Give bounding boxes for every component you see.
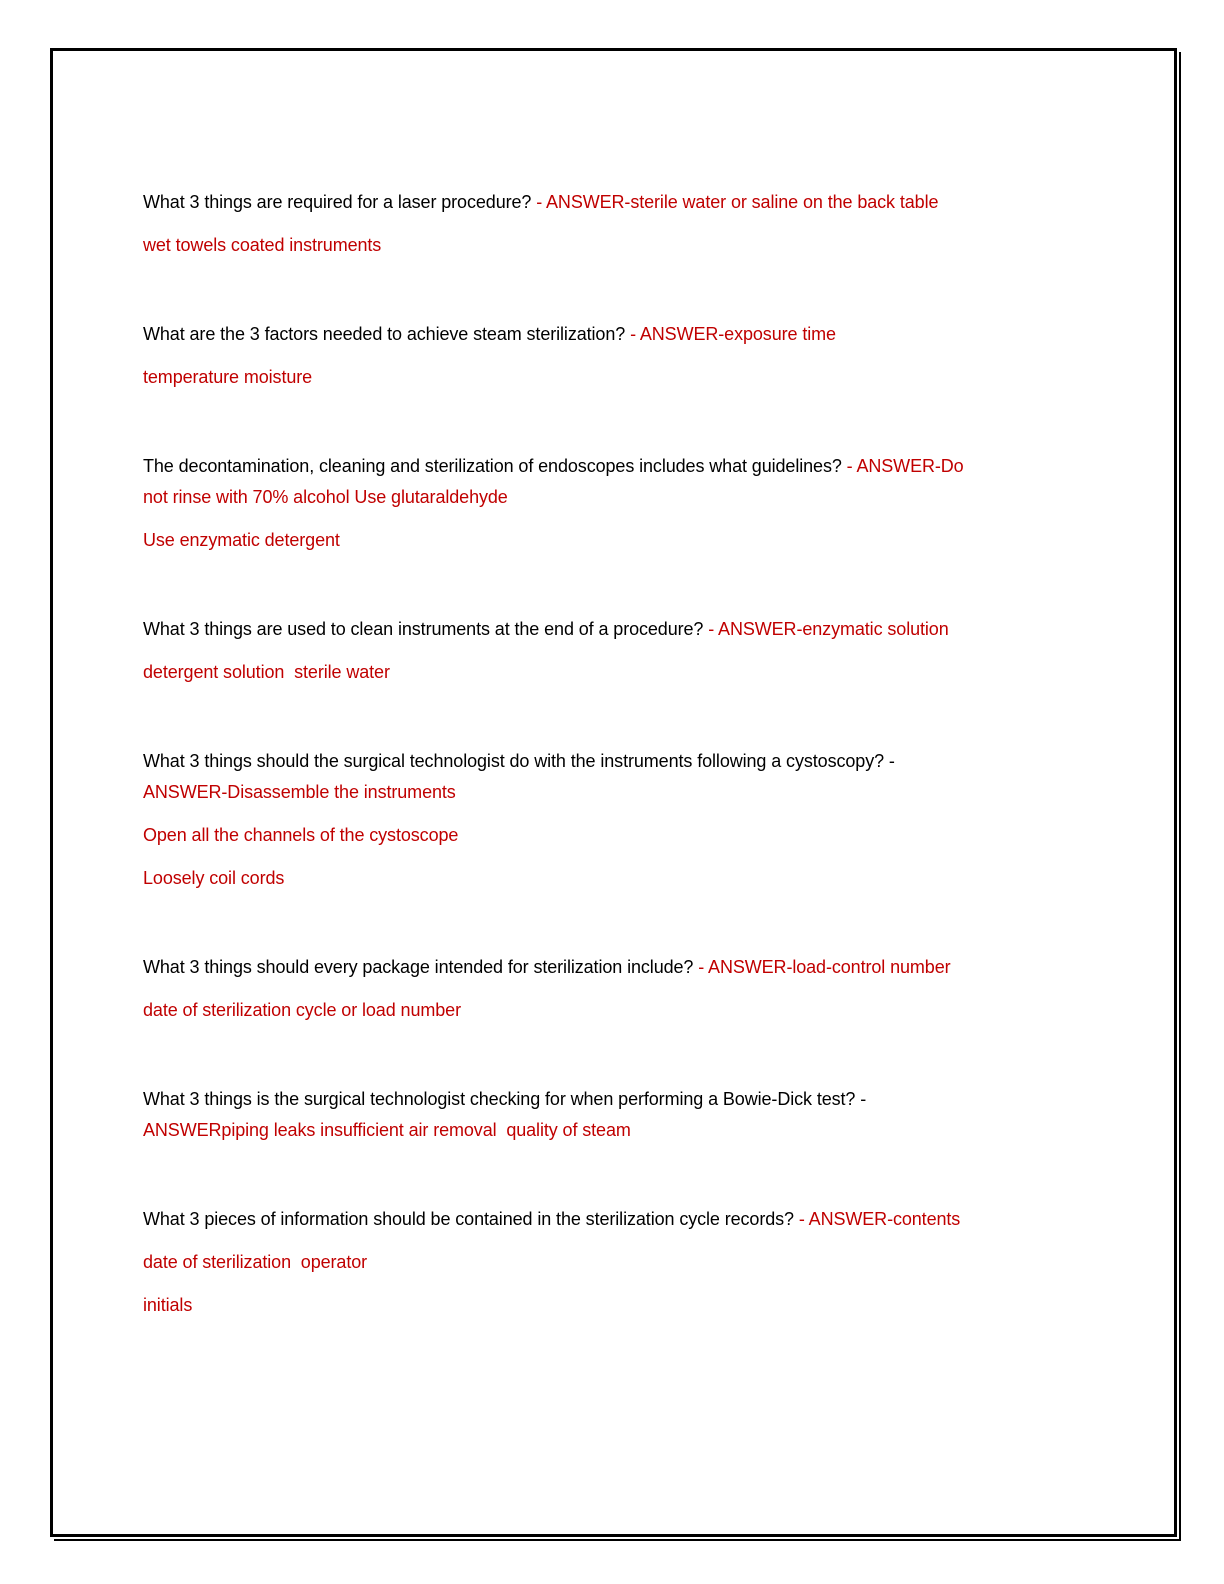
qa-line — [143, 1251, 1134, 1273]
qa-line — [143, 1119, 1134, 1141]
question-text: The decontamination, cleaning and sterilization of endoscopes includes what guidelines? — [143, 456, 847, 476]
qa-line — [143, 999, 1134, 1021]
qa-line — [143, 661, 1134, 683]
qa-line — [143, 618, 1134, 640]
qa-blocks — [53, 51, 1174, 1356]
answer-text: - ANSWER-enzymatic solution — [708, 619, 949, 639]
qa-block — [143, 455, 1134, 551]
qa-line — [143, 455, 1134, 477]
qa-line — [143, 529, 1134, 551]
qa-block — [143, 750, 1134, 889]
qa-block — [143, 191, 1134, 256]
qa-block — [143, 1088, 1134, 1141]
answer-text: ANSWER-Disassemble the instruments — [143, 782, 456, 802]
answer-text: initials — [143, 1295, 193, 1315]
answer-text: wet towels coated instruments — [143, 235, 382, 255]
qa-block — [143, 956, 1134, 1021]
qa-line — [143, 191, 1134, 213]
qa-line — [143, 824, 1134, 846]
answer-text: not rinse with 70% alcohol Use glutaraldehyde — [143, 487, 508, 507]
qa-line — [143, 781, 1134, 803]
answer-text: ANSWERpiping leaks insufficient air removal quality of steam — [143, 1120, 631, 1140]
answer-text: Use enzymatic detergent — [143, 530, 340, 550]
answer-text: - ANSWER-exposure time — [630, 324, 836, 344]
question-text: What 3 things are used to clean instruments at the end of a procedure? — [143, 619, 709, 639]
question-text: What 3 pieces of information should be contained in the sterilization cycle records? — [143, 1209, 799, 1229]
qa-line — [143, 234, 1134, 256]
question-text: What 3 things should the surgical technologist do with the instruments following a cystoscopy? - — [143, 751, 895, 771]
question-text: What 3 things are required for a laser procedure? — [143, 192, 537, 212]
question-text: What are the 3 factors needed to achieve steam sterilization? — [143, 324, 631, 344]
qa-block — [143, 1208, 1134, 1316]
answer-text: - ANSWER-contents — [798, 1209, 961, 1229]
qa-line — [143, 486, 1134, 508]
answer-text: Open all the channels of the cystoscope — [143, 825, 459, 845]
qa-line — [143, 1088, 1134, 1110]
answer-text: detergent solution sterile water — [143, 662, 390, 682]
answer-text: - ANSWER-load-control number — [698, 957, 951, 977]
qa-block — [143, 323, 1134, 388]
page-border-frame — [50, 48, 1177, 1537]
answer-text: date of sterilization cycle or load number — [143, 1000, 461, 1020]
answer-text: Loosely coil cords — [143, 868, 285, 888]
answer-text: temperature moisture — [143, 367, 313, 387]
qa-line — [143, 867, 1134, 889]
question-text: What 3 things is the surgical technologist checking for when performing a Bowie-Dick test? - — [143, 1089, 867, 1109]
question-text: What 3 things should every package intended for sterilization include? — [143, 957, 699, 977]
qa-line — [143, 750, 1134, 772]
answer-text: date of sterilization operator — [143, 1252, 368, 1272]
qa-line — [143, 323, 1134, 345]
qa-line — [143, 1208, 1134, 1230]
answer-text: - ANSWER-Do — [846, 456, 964, 476]
qa-line — [143, 1294, 1134, 1316]
answer-text: - ANSWER-sterile water or saline on the back table — [536, 192, 939, 212]
qa-line — [143, 366, 1134, 388]
qa-block — [143, 618, 1134, 683]
qa-line — [143, 956, 1134, 978]
